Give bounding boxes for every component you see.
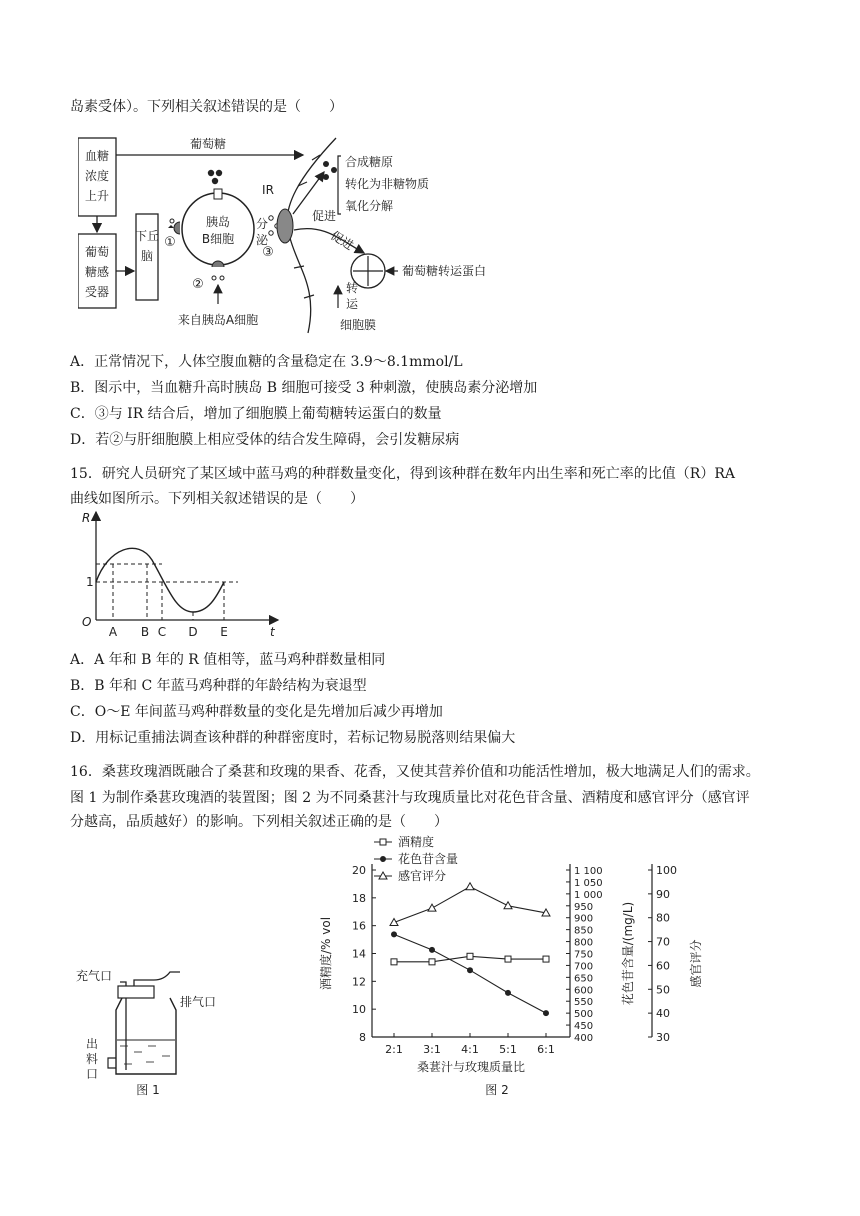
transporter-label: 葡萄糖转运蛋白	[402, 264, 487, 278]
legend-label-2: 感官评分	[398, 869, 447, 883]
left-tick-label: 14	[352, 947, 366, 961]
transport-line2: 运	[346, 297, 359, 311]
figure-2-caption: 图 2	[485, 1083, 509, 1097]
right1-tick-label: 1 000	[574, 889, 603, 901]
x-tick-label: 3:1	[423, 1043, 441, 1056]
right2-tick-label: 90	[656, 887, 670, 901]
series-point-1	[543, 1010, 549, 1016]
origin-label: O	[82, 615, 92, 629]
x-axis-label: t	[270, 625, 275, 639]
q16-stem-line2: 图 1 为制作桑葚玫瑰酒的装置图；图 2 为不同桑葚汁与玫瑰质量比对花色苷含量、酒精度和感官评分（感官评	[70, 790, 750, 806]
inlet-label: 充气口	[76, 969, 113, 983]
x-tick-label: 5:1	[499, 1043, 517, 1056]
series-point-1	[505, 990, 511, 996]
figure-1-caption: 图 1	[136, 1083, 160, 1097]
right1-axis-title: 花色苷含量/(mg/L)	[621, 901, 635, 1006]
transport-line1: 转	[346, 281, 359, 295]
discharge-line3: 口	[86, 1067, 99, 1081]
right1-tick-label: 450	[574, 1021, 594, 1033]
question-14-stem-tail: 岛素受体）。下列相关叙述错误的是（ ）	[70, 99, 343, 115]
series-point-0	[543, 956, 549, 962]
left-tick-label: 18	[352, 891, 366, 905]
wine-quality-line-chart	[312, 830, 712, 1100]
from-islet-a-label: 来自胰岛A细胞	[177, 313, 259, 327]
q15-stem-line1: 15．研究人员研究了某区域中蓝马鸡的种群数量变化，得到该种群在数年内出生率和死亡率的比值（R）RA	[70, 466, 736, 482]
tick-c: C	[157, 625, 167, 639]
q14-option-b: B．图示中，当血糖升高时胰岛 B 细胞可接受 3 种刺激，使胰岛素分泌增加	[70, 380, 538, 396]
blood-glucose-regulation-diagram	[78, 128, 548, 338]
series-line-2	[394, 887, 546, 923]
right2-tick-label: 30	[656, 1031, 670, 1044]
legend-label-1: 花色苷含量	[398, 852, 459, 866]
left-tick-label: 10	[352, 1003, 366, 1017]
q14-option-c: C．③与 IR 结合后，增加了细胞膜上葡萄糖转运蛋白的数量	[70, 406, 442, 422]
right1-tick-label: 550	[574, 997, 594, 1009]
q15-option-b: B．B 年和 C 年蓝马鸡种群的年龄结构为衰退型	[70, 678, 367, 694]
series-point-1	[429, 947, 435, 953]
x-tick-label: 4:1	[461, 1043, 479, 1056]
discharge-line1: 出	[86, 1037, 99, 1051]
box-hypo-line1: 下丘	[134, 229, 160, 243]
right2-tick-label: 70	[656, 935, 670, 949]
glucose-label: 葡萄糖	[189, 137, 227, 151]
right1-tick-label: 600	[574, 985, 594, 997]
series-point-0	[391, 959, 397, 965]
box-receptor-line2: 糖感	[84, 265, 110, 279]
series-point-0	[467, 953, 473, 959]
promote-label-1: 促进	[311, 209, 337, 223]
series-point-2	[466, 883, 474, 890]
outlet-label: 排气口	[180, 995, 217, 1009]
x-tick-label: 2:1	[385, 1043, 403, 1056]
r-value-curve-graph	[78, 508, 288, 643]
label-1: ①	[164, 235, 176, 250]
islet-cell-line1: 胰岛	[205, 215, 231, 229]
right2-tick-label: 60	[656, 959, 670, 973]
right2-tick-label: 80	[656, 911, 670, 925]
box-rise-line3: 上升	[84, 189, 110, 203]
ir-label: IR	[262, 183, 274, 197]
x-axis-title: 桑葚汁与玫瑰质量比	[416, 1060, 526, 1074]
right1-tick-label: 750	[574, 949, 594, 961]
q16-stem-line3: 分越高，品质越好）的影响。下列相关叙述正确的是（ ）	[70, 814, 448, 830]
right1-tick-label: 400	[574, 1033, 594, 1044]
series-point-0	[505, 956, 511, 962]
promote-label-2: 促进	[328, 228, 357, 253]
left-tick-label: 8	[359, 1031, 366, 1044]
legend-marker-0	[380, 839, 386, 845]
q15-option-a: A．A 年和 B 年的 R 值相等，蓝马鸡种群数量相同	[70, 652, 386, 668]
right2-tick-label: 40	[656, 1007, 670, 1021]
fermentation-apparatus-figure	[76, 960, 226, 1100]
box-hypo-line2: 脑	[140, 249, 154, 263]
right1-tick-label: 1 050	[574, 877, 603, 889]
q14-option-a: A．正常情况下，人体空腹血糖的含量稳定在 3.9～8.1mmol/L	[70, 354, 463, 370]
box-receptor-line3: 受器	[84, 285, 110, 299]
q15-option-d: D．用标记重捕法调查该种群的种群密度时，若标记物易脱落则结果偏大	[70, 730, 516, 746]
legend-marker-1	[380, 856, 386, 862]
series-point-2	[504, 902, 512, 909]
tick-d: D	[188, 625, 198, 639]
series-point-1	[467, 967, 473, 973]
tick-b: B	[140, 625, 150, 639]
outcome-glycogen: 合成糖原	[345, 155, 394, 169]
right1-tick-label: 650	[574, 973, 594, 985]
right1-tick-label: 850	[574, 925, 594, 937]
box-rise-line1: 血糖	[84, 149, 110, 163]
outcome-oxidation: 氧化分解	[345, 199, 394, 213]
islet-cell-line2: B细胞	[201, 232, 235, 246]
outcome-non-sugar: 转化为非糖物质	[345, 177, 430, 191]
left-tick-label: 12	[352, 975, 366, 989]
one-label: 1	[86, 575, 94, 589]
x-tick-label: 6:1	[537, 1043, 555, 1056]
left-tick-label: 20	[352, 864, 366, 877]
right1-tick-label: 1 100	[574, 866, 603, 877]
discharge-line2: 料	[86, 1052, 99, 1066]
right1-tick-label: 900	[574, 913, 594, 925]
box-receptor-line1: 葡萄	[84, 245, 110, 259]
right1-tick-label: 950	[574, 901, 594, 913]
right2-axis-title: 感官评分	[689, 939, 703, 988]
right2-tick-label: 50	[656, 983, 670, 997]
membrane-label: 细胞膜	[340, 318, 377, 332]
q15-option-c: C．O～E 年间蓝马鸡种群数量的变化是先增加后减少再增加	[70, 704, 443, 720]
box-rise-line2: 浓度	[84, 169, 110, 183]
q16-stem-line1: 16．桑葚玫瑰酒既融合了桑葚和玫瑰的果香、花香，又使其营养价值和功能活性增加，极大地满足人们的需求。	[70, 764, 760, 780]
tick-e: E	[220, 625, 228, 639]
label-3: ③	[262, 245, 274, 260]
left-axis-title: 酒精度/% vol	[319, 916, 333, 991]
left-tick-label: 16	[352, 919, 366, 933]
q15-stem-line2: 曲线如图所示。下列相关叙述错误的是（ ）	[70, 491, 364, 507]
tick-a: A	[108, 625, 118, 639]
series-point-1	[391, 931, 397, 937]
legend-label-0: 酒精度	[398, 835, 435, 849]
y-axis-label: R	[82, 511, 91, 525]
right1-tick-label: 700	[574, 961, 594, 973]
series-point-0	[429, 959, 435, 965]
right2-tick-label: 100	[656, 864, 677, 877]
series-line-1	[394, 934, 546, 1013]
q14-option-d: D．若②与肝细胞膜上相应受体的结合发生障碍，会引发糖尿病	[70, 432, 460, 448]
label-2: ②	[192, 277, 204, 292]
secrete-line2: 泌	[255, 233, 269, 247]
right1-tick-label: 800	[574, 937, 594, 949]
right1-tick-label: 500	[574, 1009, 594, 1021]
series-point-2	[428, 904, 436, 911]
secrete-line1: 分	[255, 217, 269, 231]
